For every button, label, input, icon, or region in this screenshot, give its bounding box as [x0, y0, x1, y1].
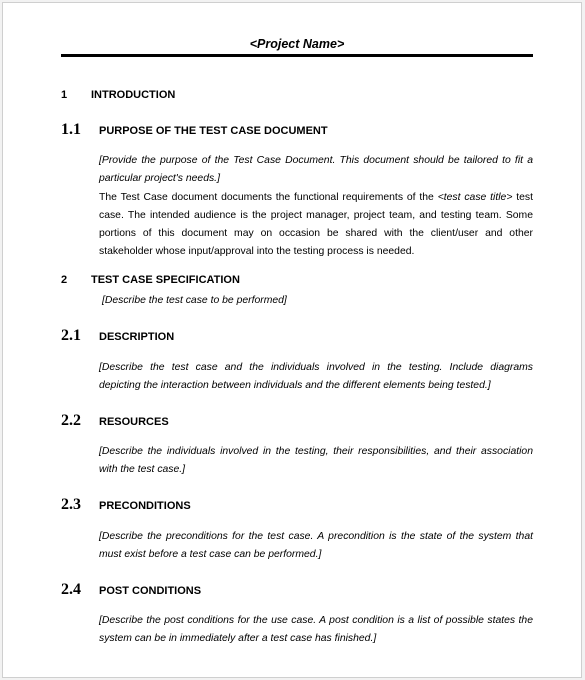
description-paragraph: [99, 359, 533, 396]
purpose-paragraph: [99, 152, 533, 262]
section-number-2-3: 2.3: [61, 496, 81, 513]
section-number-1: 1: [61, 89, 68, 101]
purpose-line-2: particular project's needs.]: [99, 173, 220, 185]
purpose-line-6: stakeholder whose input/approval into the testing process is needed.: [99, 246, 415, 258]
description-line-2: depicting the interaction between individuals and the different elements being tested.]: [99, 380, 491, 392]
section-heading-resources: RESOURCES: [99, 416, 169, 428]
preconditions-line-2: must exist before a test case can be performed.]: [99, 549, 322, 561]
postconditions-line-1: [Describe the post conditions for the use case. A post condition is a list of possible states the: [99, 615, 533, 626]
postconditions-line-2: system can be in immediately after a test case has finished.]: [99, 633, 377, 645]
preconditions-line-1: [Describe the preconditions for the test case. A precondition is the state of the system that: [99, 531, 533, 542]
document-title: <Project Name>: [249, 37, 345, 51]
section-heading-preconditions: PRECONDITIONS: [99, 500, 191, 512]
postconditions-paragraph: [99, 612, 533, 649]
resources-line-1: [Describe the individuals involved in the testing, their responsibilities, and their association: [99, 446, 533, 457]
section-heading-purpose: PURPOSE OF THE TEST CASE DOCUMENT: [99, 125, 328, 137]
preconditions-paragraph: [99, 528, 533, 565]
section-heading-introduction: INTRODUCTION: [91, 89, 176, 101]
description-line-1: [Describe the test case and the individuals involved in the testing. Include diagrams: [99, 362, 533, 373]
test-case-title-placeholder: <test case title>: [437, 191, 513, 203]
section-number-2-1: 2.1: [61, 327, 81, 344]
title-rule: [61, 54, 533, 57]
resources-line-2: with the test case.]: [99, 464, 186, 476]
purpose-line-3-start: The Test Case document documents the functional requirements of the: [99, 191, 438, 203]
section-number-2-2: 2.2: [61, 412, 81, 429]
section-heading-post-conditions: POST CONDITIONS: [99, 585, 202, 597]
section-number-2: 2: [61, 274, 68, 286]
purpose-line-1: [Provide the purpose of the Test Case Document. This document should be tailored to fit a: [99, 155, 533, 166]
section-number-2-4: 2.4: [61, 581, 81, 598]
purpose-line-3-end: test: [512, 191, 534, 203]
purpose-line-3: [99, 189, 533, 207]
spec-paragraph: [Describe the test case to be performed]: [102, 295, 287, 306]
resources-paragraph: [99, 443, 533, 480]
purpose-line-5: portions of this document may on occasion be shared with the client/user and other: [99, 228, 533, 240]
purpose-line-4: case. The intended audience is the project manager, project team, and testing team. Some: [99, 209, 533, 221]
document-page: [2, 2, 582, 678]
section-heading-test-case-specification: TEST CASE SPECIFICATION: [91, 274, 240, 286]
section-number-1-1: 1.1: [61, 121, 81, 138]
section-heading-description: DESCRIPTION: [99, 331, 175, 343]
